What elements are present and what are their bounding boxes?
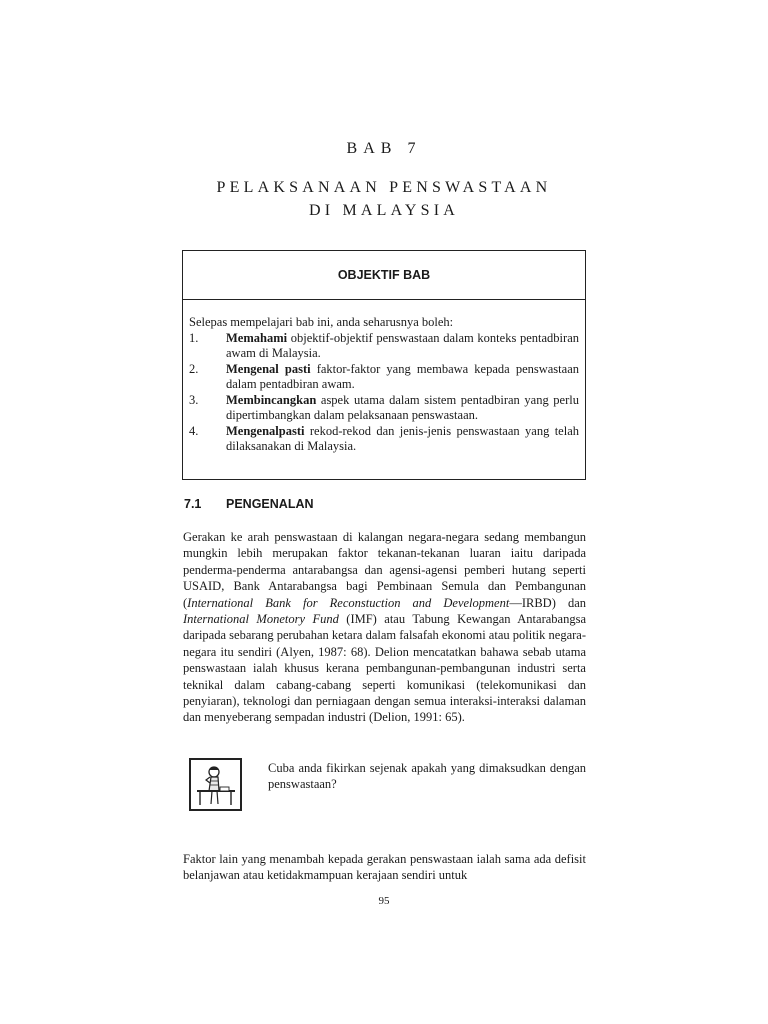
objective-description: rekod-rekod dan jenis-jenis penswastaan yang telah dilaksanakan di Malaysia. [226,423,579,453]
objective-item [189,331,579,362]
objective-description: faktor-faktor yang membawa kepada penswastaan dalam pentadbiran awam. [226,361,579,391]
objectives-body [183,300,585,455]
student-thinking-drawing [191,760,240,809]
objective-number: 2. [189,361,199,376]
intro-paragraph [183,529,586,726]
objective-text [226,331,579,362]
chapter-title-line-2: DI MALAYSIA [308,202,460,219]
objectives-intro: Selepas mempelajari bab ini, anda seharusnya boleh: [189,315,454,329]
italic-term: International Bank for Reconstuction and Development [187,595,510,610]
objective-number: 3. [189,392,199,407]
italic-term: International Monetory Fund [183,612,339,627]
objective-keyword: Memahami [226,330,288,345]
student-thinking-icon [189,758,242,811]
objective-number: 1. [189,330,199,345]
section-number: 7.1 [184,497,202,511]
objective-keyword: Mengenal pasti [226,361,311,376]
paragraph-text: —IRBD) dan [509,595,587,610]
objective-keyword: Mengenalpasti [226,423,305,438]
page-number: 95 [378,895,390,907]
objective-text [226,424,579,455]
chapter-title-line-1: PELAKSANAAN PENSWASTAAN [216,179,552,196]
objective-keyword: Membincangkan [226,392,317,407]
chapter-label: BAB 7 [346,140,422,157]
paragraph-text: Gerakan ke arah penswastaan di kalangan negara-negara sedang membangun mungkin lebih merupakan faktor tekanan-tekanan luaran iaitu daripada penderma-penderma antarabangsa dan agensi-agensi pemberi hutang seperti USAID, Bank Antarabangsa bagi Pembinaan Semula dan Pembangunan ( [183,530,586,610]
chapter-title [0,176,768,222]
objectives-header: OBJEKTIF BAB [183,251,585,300]
objective-text [226,393,579,424]
paragraph-text: (IMF) atau Tabung Kewangan Antarabangsa daripada sebarang perubahan ketara dalam falsafah ekonomi atau politik negara-negara itu sendiri (Alyen, 1987: 68). Delion mencatatkan bahawa sebab utama penswastaan ialah khusus kerana pembangunan-pembangunan industri serta teknikal dalam cabang-cabang seperti komunikasi (telekomunikasi dan penyiaran), teknologi dan perniagaan dengan semua interaksi-interaksi dalaman dan menyeberang sempadan industri (Delion, 1991: 65). [183,612,587,725]
continuation-paragraph: Faktor lain yang menambah kepada gerakan penswastaan ialah sama ada defisit belanjawan atau ketidakmampuan kerajaan sendiri untuk [183,852,586,883]
objective-item [189,362,579,393]
objective-text [226,362,579,393]
objective-item [189,424,579,455]
objective-description: objektif-objektif penswastaan dalam konteks pentadbiran awam di Malaysia. [226,330,579,360]
section-title: PENGENALAN [226,497,314,511]
activity-prompt: Cuba anda fikirkan sejenak apakah yang dimaksudkan dengan penswastaan? [268,761,586,791]
objective-description: aspek utama dalam sistem pentadbiran yang perlu dipertimbangkan dalam pelaksanaan penswastaan. [226,392,579,422]
objectives-box [182,250,586,480]
objective-number: 4. [189,423,199,438]
section-heading [184,497,314,511]
objective-item [189,393,579,424]
